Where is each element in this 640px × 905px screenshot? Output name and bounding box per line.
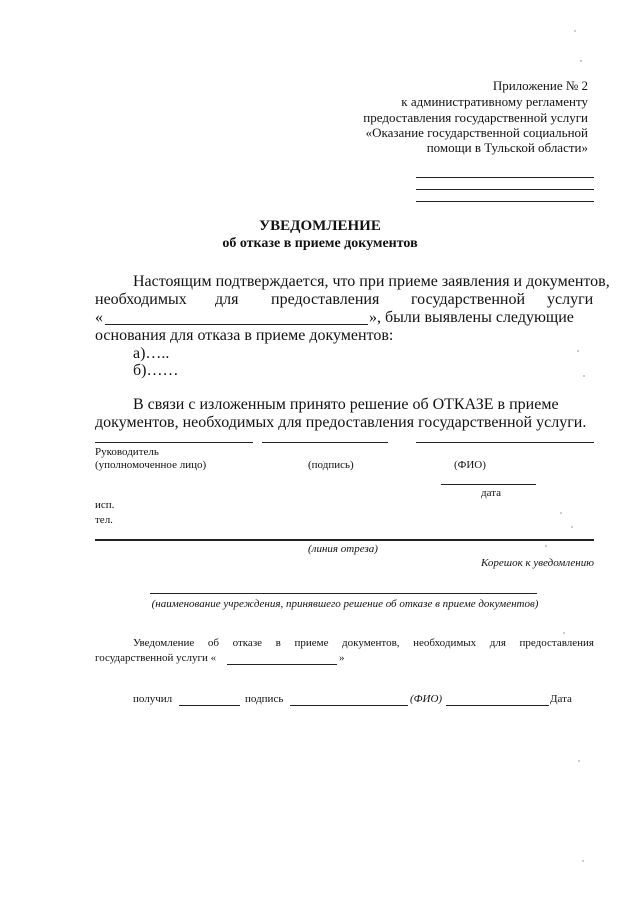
date-blank-line [441, 484, 536, 485]
annex-line-1: Приложение № 2 [492, 78, 588, 93]
head-label: Руководитель [95, 446, 159, 458]
para1-word-1: необходимых [95, 291, 187, 308]
para2-line-2: документов, необходимых для предоставления государственной услуги. [95, 414, 587, 431]
stub-line-2-end: » [339, 652, 345, 664]
service-name-blank [105, 324, 368, 325]
date-label: дата [481, 487, 502, 499]
annex-line-3: предоставления государственной услуги [363, 110, 588, 125]
stub-service-blank [227, 664, 337, 665]
head-blank-line [95, 442, 253, 443]
cut-line-label: (линия отреза) [308, 543, 378, 555]
stub-signature-label: подпись [245, 693, 284, 705]
cut-line [95, 539, 594, 541]
head-sublabel: (уполномоченное лицо) [95, 459, 207, 471]
document-subtitle: об отказе в приеме документов [222, 236, 418, 251]
annex-line-2: к административному регламенту [401, 94, 588, 109]
phone-label: тел. [95, 514, 113, 526]
received-blank [179, 705, 240, 706]
fio-blank-line [416, 442, 594, 443]
scan-speck [580, 60, 582, 62]
signature-blank-line [262, 442, 388, 443]
stub-signature-blank [290, 705, 408, 706]
addressee-line-1 [416, 177, 594, 178]
executor-label: исп. [95, 499, 115, 511]
stub-line-2-start: государственной услуги « [95, 652, 217, 664]
annex-line-4: «Оказание государственной социальной [365, 125, 588, 140]
addressee-line-3 [416, 201, 594, 202]
scan-speck [545, 545, 547, 547]
scan-speck [574, 30, 576, 32]
para1-quote-open: « [95, 309, 103, 326]
para1-word-2: для [215, 291, 239, 308]
scan-speck [583, 375, 585, 377]
stub-label: Корешок к уведомлению [481, 557, 594, 569]
fio-label: (ФИО) [454, 459, 486, 471]
stub-fio-blank [446, 705, 549, 706]
para1-line-4: основания для отказа в приеме документов: [95, 327, 394, 344]
para1-line-1: Настоящим подтверждается, что при приеме заявления и документов, [133, 273, 610, 290]
scan-speck [571, 526, 573, 528]
stub-fio-label: (ФИО) [410, 693, 443, 705]
scan-speck [577, 350, 579, 352]
reason-item-a: а)….. [133, 345, 170, 362]
document-title: УВЕДОМЛЕНИЕ [259, 218, 381, 234]
scan-speck [560, 512, 562, 514]
scan-speck [582, 860, 584, 862]
organization-label: (наименование учреждения, принявшего решение об отказе в приеме документов) [151, 598, 539, 610]
received-label: получил [133, 693, 173, 705]
reason-item-b: б)…… [133, 362, 179, 379]
scan-speck [563, 632, 565, 634]
para1-line-3-rest: », были выявлены следующие [369, 309, 574, 326]
para2-line-1: В связи с изложенным принято решение об ОТКАЗЕ в приеме [133, 396, 559, 413]
annex-line-5: помощи в Тульской области» [426, 140, 588, 155]
para1-word-3: предоставления [271, 291, 380, 308]
para1-word-5: услуги [547, 291, 594, 308]
stub-date-label: Дата [550, 693, 572, 705]
signature-label: (подпись) [308, 459, 354, 471]
stub-line-1: Уведомление об отказе в приеме документов, необходимых для предоставления [133, 637, 594, 649]
organization-blank-line [150, 593, 537, 594]
addressee-line-2 [416, 189, 594, 190]
para1-word-4: государственной [411, 291, 526, 308]
scan-speck [578, 760, 580, 762]
